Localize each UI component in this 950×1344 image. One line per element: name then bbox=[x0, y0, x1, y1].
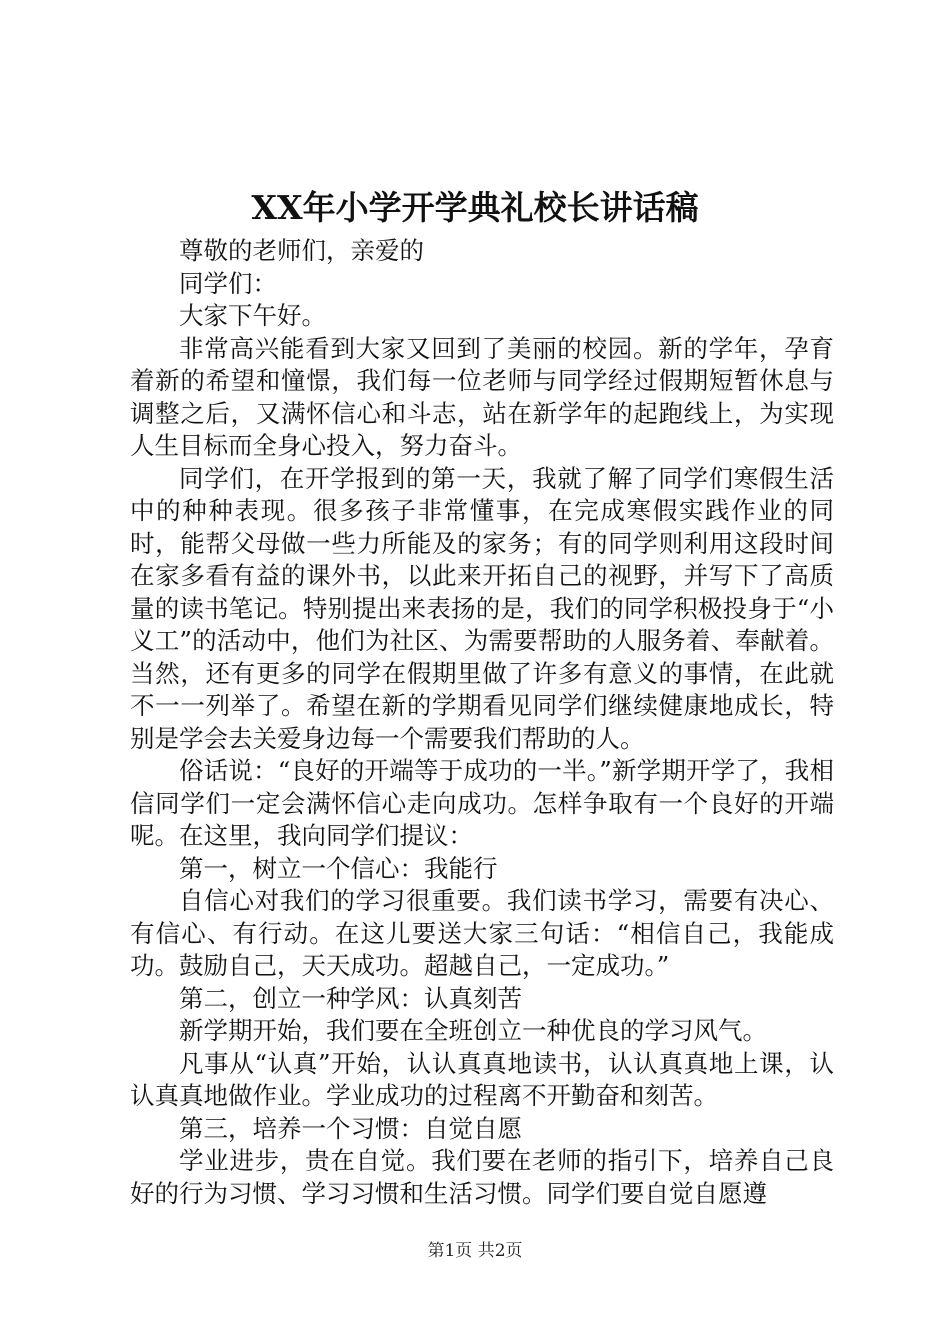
paragraph: 凡事从“认真”开始，认认真真地读书，认认真真地上课，认认真真地做作业。学业成功的过程离不开勤奋和刻苦。 bbox=[130, 1048, 834, 1110]
paragraph: 新学期开始，我们要在全班创立一种优良的学习风气。 bbox=[179, 1016, 767, 1045]
paragraph-greeting-cont: 同学们： bbox=[179, 268, 277, 298]
paragraph: 俗话说：“良好的开端等于成功的一半。”新学期开学了，我相信同学们一定会满怀信心走向成功。怎样争取有一个良好的开端呢。在这里，我向同学们提议： bbox=[130, 756, 834, 850]
page-number-footer: 第1页 共2页 bbox=[427, 1241, 523, 1261]
paragraph: 自信心对我们的学习很重要。我们读书学习，需要有决心、有信心、有行动。在这儿要送大家三句话：“相信自己，我能成功。鼓励自己，天天成功。超越自己，一定成功。” bbox=[130, 886, 834, 980]
paragraph: 非常高兴能看到大家又回到了美丽的校园。新的学年，孕育着新的希望和憧憬，我们每一位老师与同学经过假期短暂休息与调整之后，又满怀信心和斗志，站在新学年的起跑线上，为实现人生目标而全身心投入，努力奋斗。 bbox=[130, 333, 834, 460]
paragraph: 同学们，在开学报到的第一天，我就了解了同学们寒假生活中的种种表现。很多孩子非常懂事，在完成寒假实践作业的同时，能帮父母做一些力所能及的家务；有的同学则利用这段时间在家多看有益的课外书，以此来开拓自己的视野，并写下了高质量的读书笔记。特别提出来表扬的是，我们的同学积极投身于“小义工”的活动中，他们为社区、为需要帮助的人服务着、奉献着。当然，还有更多的同学在假期里做了许多有意义的事情，在此就不一一列举了。希望在新的学期看见同学们继续健康地成长，特别是学会去关爱身边每一个需要我们帮助的人。 bbox=[130, 463, 834, 753]
paragraph-greeting: 尊敬的老师们，亲爱的 bbox=[179, 236, 424, 265]
section-heading-1: 第一，树立一个信心：我能行 bbox=[179, 853, 498, 883]
section-heading-3: 第三，培养一个习惯：自觉自愿 bbox=[179, 1113, 522, 1143]
paragraph-hello: 大家下午好。 bbox=[179, 301, 326, 330]
section-heading-2: 第二，创立一种学风：认真刻苦 bbox=[179, 983, 522, 1013]
paragraph: 学业进步，贵在自觉。我们要在老师的指引下，培养自己良好的行为习惯、学习习惯和生活习惯。同学们要自觉自愿遵 bbox=[130, 1146, 834, 1208]
document-body bbox=[130, 235, 834, 1210]
document-title: XX年小学开学典礼校长讲话稿 bbox=[251, 188, 699, 227]
